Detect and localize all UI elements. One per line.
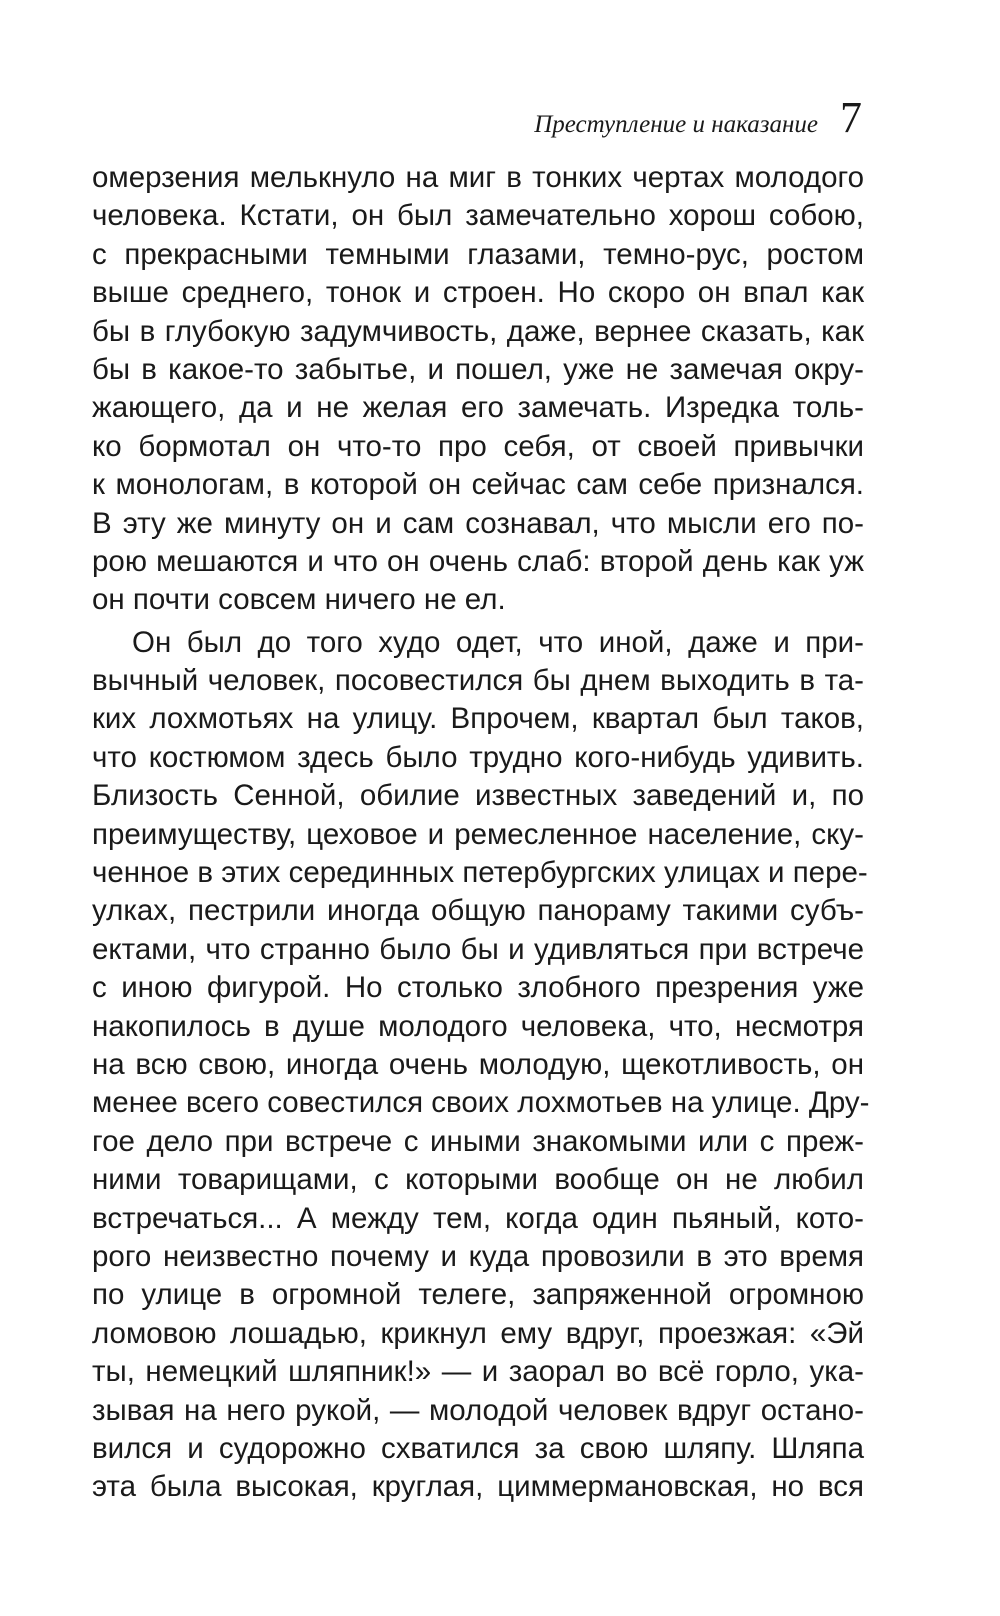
text-line: к монологам, в которой он сейчас сам себе признался. — [92, 468, 864, 502]
text-line: преимуществу, цеховое и ремесленное население, ску- — [92, 817, 864, 851]
running-head-title: Преступление и наказание — [534, 111, 818, 138]
text-line: накопилось в душе молодого человека, что, несмотря — [92, 1009, 864, 1043]
text-line: рою мешаются и что он очень слаб: второй день как уж — [92, 544, 864, 578]
text-line: с прекрасными темными глазами, темно-рус, ростом — [92, 237, 864, 271]
text-line: ченное в этих серединных петербургских улицах и пере- — [92, 856, 868, 890]
text-line: улках, пестрили иногда общую панораму такими субъ- — [92, 894, 864, 928]
text-line: вился и судорожно схватился за свою шляпу. Шляпа — [92, 1431, 864, 1465]
text-line: ектами, что странно было бы и удивляться при встрече — [92, 932, 864, 966]
text-line: на всю свою, иногда очень молодую, щекотливость, он — [92, 1047, 864, 1081]
text-line: встречаться... А между тем, когда один пьяный, кото- — [92, 1201, 864, 1235]
text-line: бы в какое-то забытье, и пошел, уже не замечая окру- — [92, 352, 864, 386]
text-line: что костюмом здесь было трудно кого-нибудь удивить. — [92, 740, 864, 774]
text-line: зывая на него рукой, — молодой человек вдруг остано- — [92, 1393, 864, 1427]
text-line: ломовою лошадью, крикнул ему вдруг, проезжая: «Эй — [92, 1316, 864, 1350]
text-line: гое дело при встрече с иными знакомыми или с преж- — [92, 1124, 864, 1158]
text-line: он почти совсем ничего не ел. — [92, 583, 506, 617]
text-line: ких лохмотьях на улицу. Впрочем, квартал был таков, — [92, 702, 864, 736]
text-line: рого неизвестно почему и куда провозили в это время — [92, 1239, 864, 1273]
page-number: 7 — [840, 93, 862, 142]
paragraph-1 — [92, 159, 864, 620]
text-line: человека. Кстати, он был замечательно хорош собою, — [92, 199, 864, 233]
text-line: В эту же минуту он и сам сознавал, что мысли его по- — [92, 506, 864, 540]
text-line: жающего, да и не желая его замечать. Изредка толь- — [92, 391, 864, 425]
body-text — [92, 159, 870, 1507]
paragraph-2 — [92, 624, 870, 1507]
text-line: менее всего совестился своих лохмотьев на улице. Дру- — [92, 1086, 870, 1120]
text-line: Близость Сенной, обилие известных заведений и, по — [92, 779, 864, 813]
text-line: ты, немецкий шляпник!» — и заорал во всё горло, ука- — [92, 1355, 864, 1389]
text-line: ко бормотал он что-то про себя, от своей привычки — [92, 429, 864, 463]
text-line: с иною фигурой. Но столько злобного презрения уже — [92, 971, 864, 1005]
text-line: бы в глубокую задумчивость, даже, вернее сказать, как — [92, 314, 864, 348]
text-line: Он был до того худо одет, что иной, даже и при- — [132, 625, 864, 659]
text-line: выше среднего, тонок и строен. Но скоро он впал как — [92, 276, 864, 310]
text-line: по улице в огромной телеге, запряженной огромною — [92, 1278, 864, 1312]
text-line: ними товарищами, с которыми вообще он не любил — [92, 1163, 864, 1197]
text-line: эта была высокая, круглая, циммермановская, но вся — [92, 1470, 864, 1504]
text-line: вычный человек, посовестился бы днем выходить в та- — [92, 664, 864, 698]
running-head — [534, 93, 862, 142]
text-line: омерзения мелькнуло на миг в тонких чертах молодого — [92, 161, 864, 194]
